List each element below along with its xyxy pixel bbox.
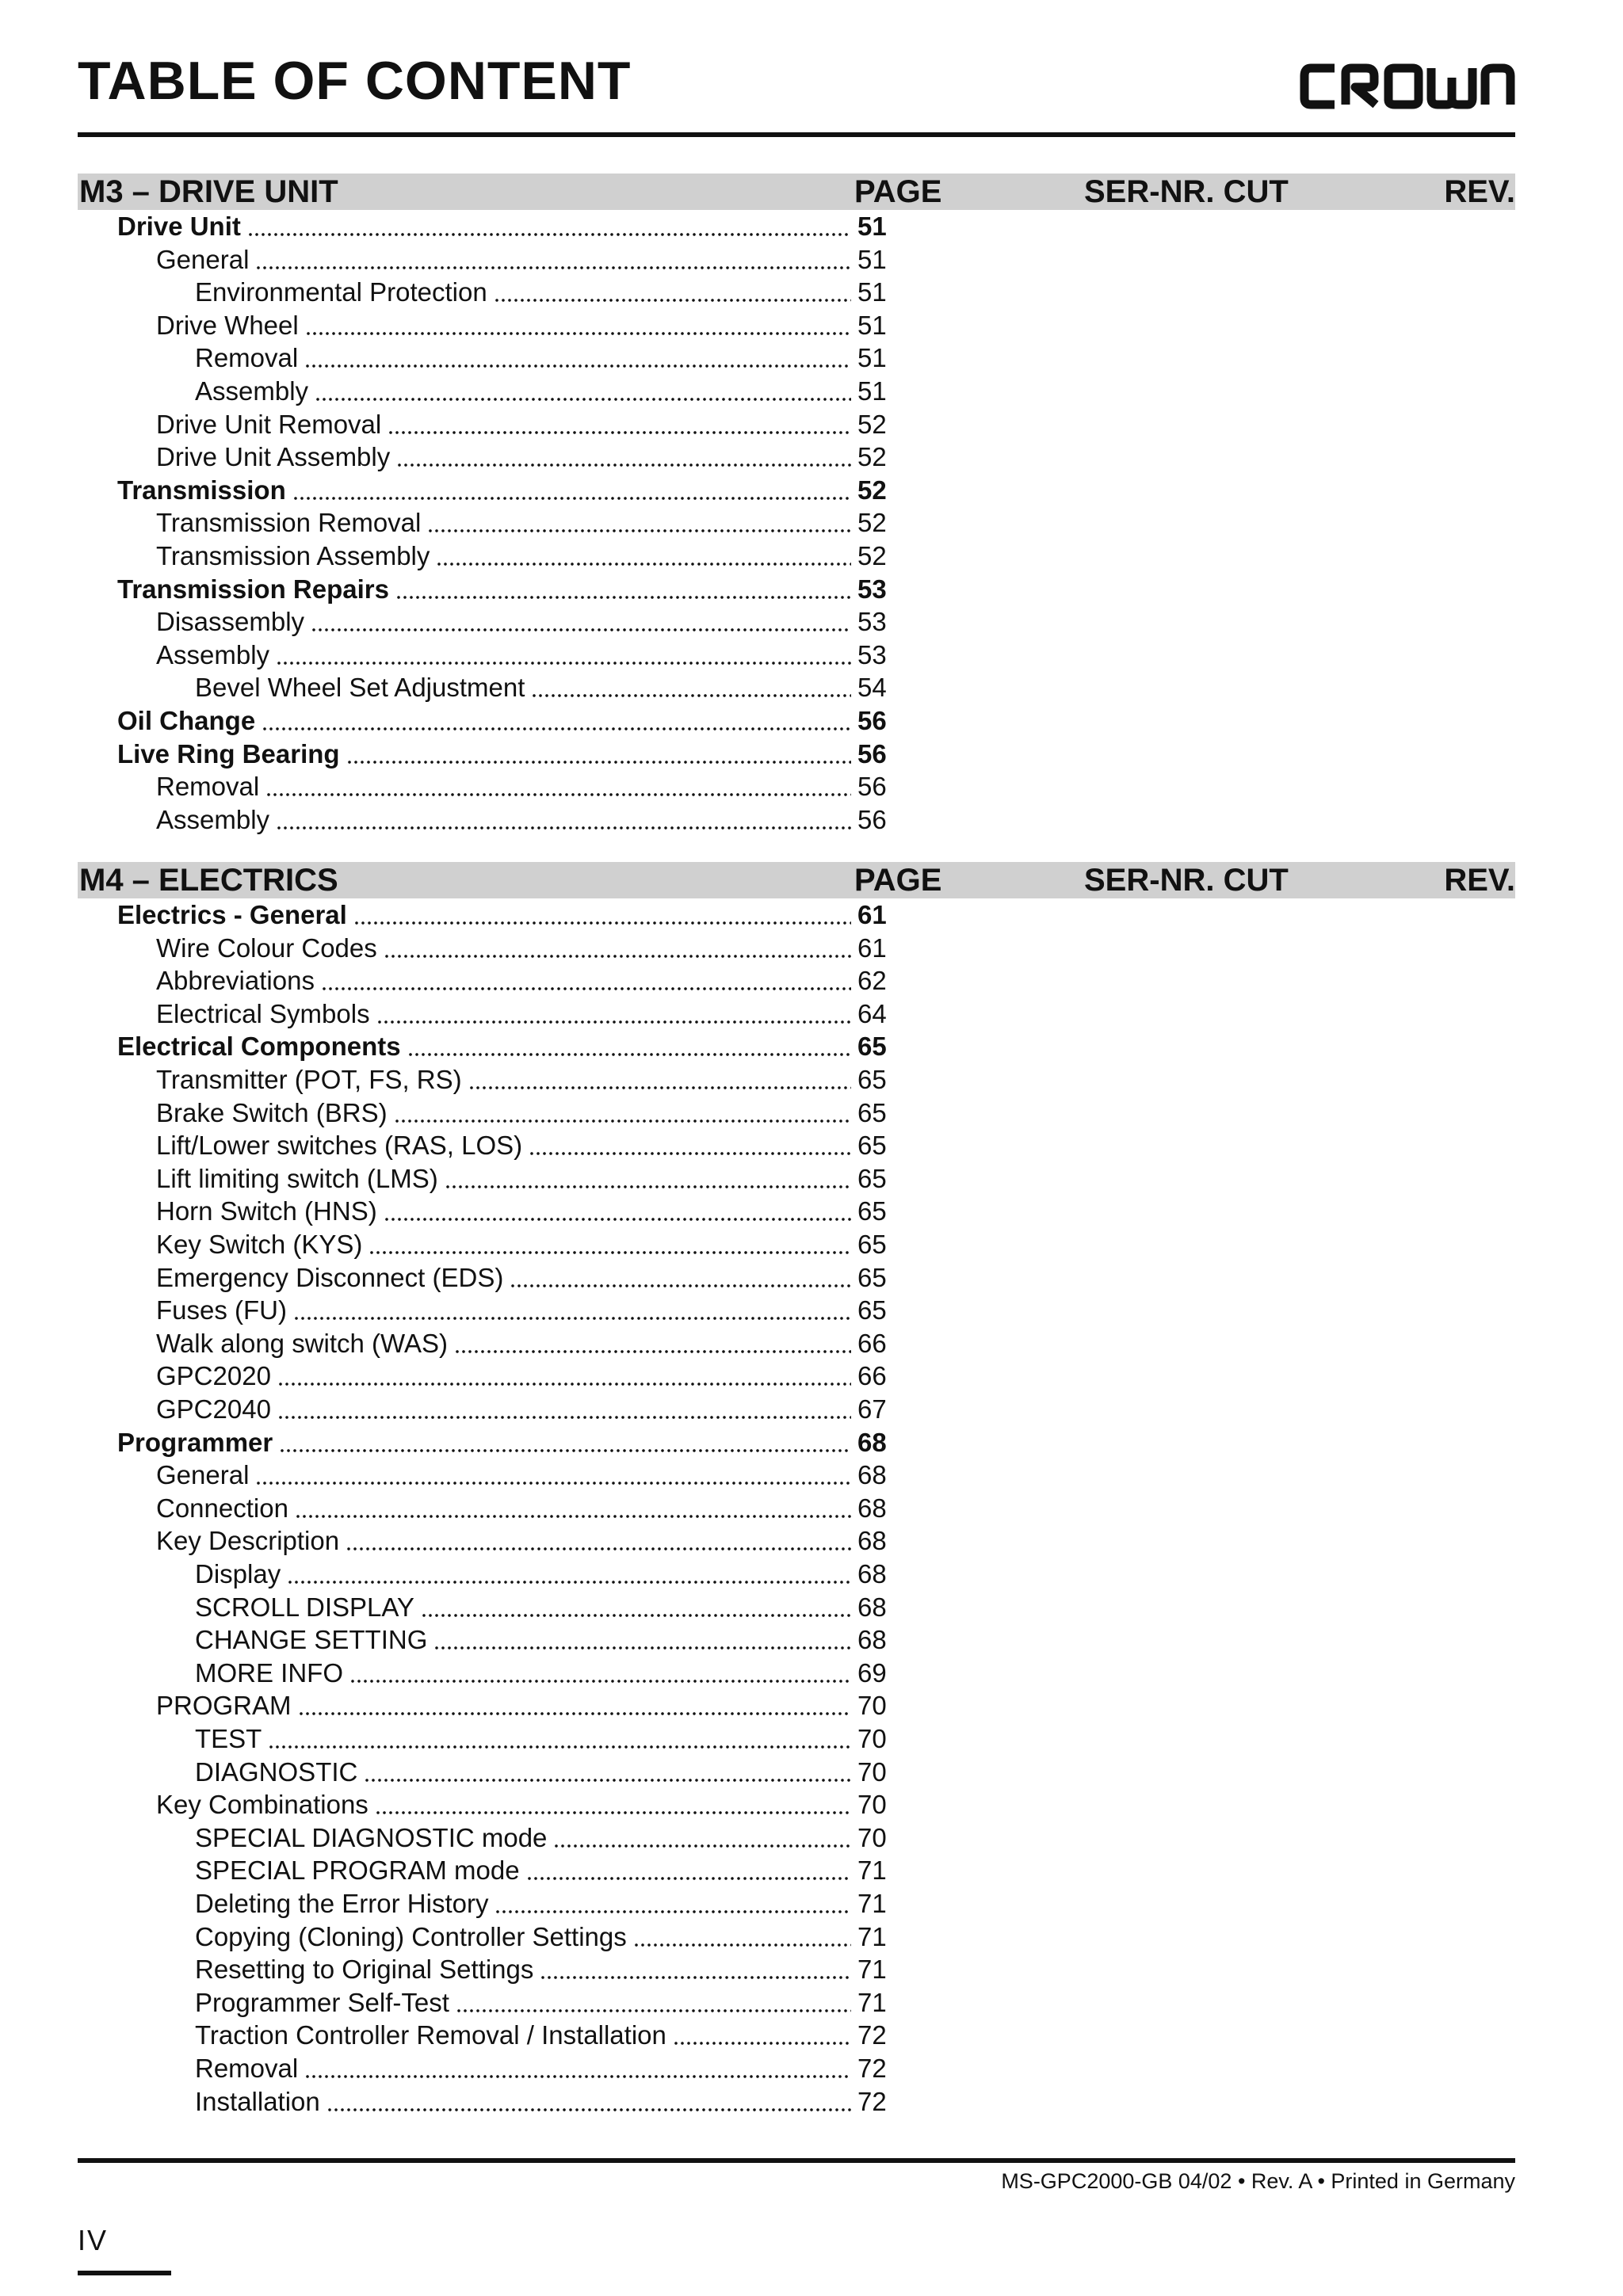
toc-entry-title: Assembly <box>156 639 270 669</box>
toc-entry <box>156 1524 886 1557</box>
toc-entry-title: Oil Change <box>117 706 256 735</box>
toc-entry-title: Brake Switch (BRS) <box>156 1097 388 1127</box>
toc-entry-page: 65 <box>857 1262 887 1292</box>
dot-leader <box>396 463 851 467</box>
toc-entry-page: 68 <box>857 1526 887 1556</box>
toc-entry-page: 51 <box>857 277 887 307</box>
dot-leader <box>510 1284 851 1287</box>
toc-entry-page: 65 <box>857 1230 887 1259</box>
toc-entry <box>117 898 886 931</box>
toc-entry <box>156 506 886 539</box>
toc-entry-title: Disassembly <box>156 607 305 637</box>
toc-entry-title: Programmer Self-Test <box>195 1987 449 2017</box>
toc-entry-page: 71 <box>857 1987 887 2017</box>
toc-entry-page: 67 <box>857 1394 887 1424</box>
toc-entry-title: SPECIAL PROGRAM mode <box>195 1855 520 1886</box>
toc-entry-page: 65 <box>857 1097 887 1127</box>
toc-entry-page: 71 <box>857 1889 887 1918</box>
toc-entry-title: DIAGNOSTIC <box>195 1756 358 1787</box>
dot-leader <box>287 1581 851 1584</box>
toc-entry-title: Removal <box>195 343 299 373</box>
toc-entry <box>117 210 886 242</box>
toc-entry-page: 68 <box>857 1493 887 1523</box>
toc-entry-page: 65 <box>857 1032 887 1062</box>
toc-entry <box>156 408 886 441</box>
column-page-label: PAGE <box>854 863 942 898</box>
dot-leader <box>277 1383 851 1386</box>
toc-entry <box>195 671 886 704</box>
toc-entry-page: 54 <box>857 673 887 703</box>
dot-leader <box>395 596 851 599</box>
toc-entry-page: 61 <box>857 933 887 963</box>
toc-entry-page: 64 <box>857 998 887 1028</box>
toc-entry-page: 56 <box>857 706 887 735</box>
toc-entry-title: GPC2020 <box>156 1361 271 1391</box>
toc-entry-title: Drive Unit Assembly <box>156 442 391 472</box>
toc-entry-page: 72 <box>857 2054 887 2083</box>
toc-entry-title: Transmission <box>117 475 286 505</box>
toc-entry <box>117 474 886 506</box>
toc-entry-title: Assembly <box>156 804 270 834</box>
toc-entry <box>156 1393 886 1425</box>
footer-doc-info: MS-GPC2000-GB 04/02 • Rev. A • Printed in Germany <box>1001 2169 1515 2193</box>
column-ser-label: SER-NR. CUT <box>1084 174 1289 209</box>
crown-logo <box>1300 62 1515 111</box>
toc-entry-title: Lift/Lower switches (RAS, LOS) <box>156 1131 523 1161</box>
toc-entry-title: Removal <box>195 2054 299 2083</box>
dot-leader <box>553 1844 851 1848</box>
toc-entry-page: 53 <box>857 574 887 604</box>
toc-entry-title: Drive Wheel <box>156 310 299 340</box>
toc-entry <box>195 2052 886 2084</box>
toc-entry-title: General <box>156 1460 250 1490</box>
toc-entry <box>156 540 886 572</box>
toc-entry <box>195 1953 886 1985</box>
dot-leader <box>277 1416 851 1419</box>
toc-entry <box>156 1327 886 1360</box>
toc-entry-title: Transmission Removal <box>156 508 422 538</box>
toc-entry <box>117 1030 886 1062</box>
dot-leader <box>633 1943 851 1947</box>
toc-entry-page: 56 <box>857 738 887 769</box>
toc-entry <box>195 1623 886 1656</box>
toc-entry-page: 56 <box>857 804 887 834</box>
toc-entry-title: CHANGE SETTING <box>195 1625 428 1655</box>
toc-entry <box>156 1294 886 1326</box>
toc-entry-title: Walk along switch (WAS) <box>156 1328 448 1358</box>
toc-entry-title: Drive Unit <box>117 212 241 241</box>
toc-entry-title: MORE INFO <box>195 1657 343 1688</box>
toc-entry-page: 65 <box>857 1295 887 1325</box>
toc-entry-page: 72 <box>857 2020 887 2050</box>
toc-entry-page: 65 <box>857 1196 887 1226</box>
dot-leader <box>295 1515 851 1518</box>
toc-entry-page: 68 <box>857 1460 887 1490</box>
toc-entry <box>195 1887 886 1920</box>
toc-entry-page: 53 <box>857 607 887 637</box>
toc-entry-title: Transmitter (POT, FS, RS) <box>156 1065 462 1094</box>
dot-leader <box>255 1482 851 1485</box>
toc-entry <box>156 243 886 276</box>
toc-entry <box>156 1097 886 1129</box>
dot-leader <box>376 1020 851 1024</box>
toc-entry <box>156 1228 886 1261</box>
toc-entry-page: 68 <box>857 1625 887 1655</box>
toc-entry-page: 52 <box>857 541 887 570</box>
toc-entry-title: Key Description <box>156 1526 340 1556</box>
toc-entry-page: 52 <box>857 508 887 538</box>
dot-leader <box>364 1779 851 1782</box>
dot-leader <box>321 987 851 990</box>
toc-entry <box>156 964 886 997</box>
toc-entry-page: 52 <box>857 442 887 472</box>
dot-leader <box>421 1614 851 1617</box>
toc-entry-title: Transmission Assembly <box>156 541 430 570</box>
toc-entry-page: 68 <box>857 1592 887 1622</box>
toc-entry-title: TEST <box>195 1724 262 1753</box>
toc-entry <box>195 1756 886 1788</box>
footer-rule <box>78 2158 1515 2163</box>
dot-leader <box>531 694 851 697</box>
toc-entry-title: Bevel Wheel Set Adjustment <box>195 673 525 703</box>
toc-entry-page: 69 <box>857 1657 887 1688</box>
dot-leader <box>304 2075 851 2078</box>
toc-entry-title: Electrical Components <box>117 1032 401 1062</box>
section-header-m3 <box>78 174 1515 210</box>
dot-leader <box>315 398 851 401</box>
toc-entry <box>156 441 886 473</box>
toc-entry-title: Electrics - General <box>117 900 347 929</box>
toc-entry-page: 70 <box>857 1724 887 1753</box>
toc-entry-page: 51 <box>857 343 887 373</box>
dot-leader <box>540 1976 851 1979</box>
dot-leader <box>327 2108 851 2111</box>
dot-leader <box>349 1680 851 1683</box>
dot-leader <box>262 727 851 730</box>
toc-entry-page: 52 <box>857 409 887 439</box>
dot-leader <box>427 529 851 532</box>
toc-entry <box>195 341 886 374</box>
column-rev-label: REV. <box>1444 863 1515 898</box>
toc-entry-page: 51 <box>857 376 887 406</box>
toc-entry-page: 51 <box>857 310 887 340</box>
toc-entry <box>195 276 886 308</box>
toc-entry <box>156 932 886 964</box>
dot-leader <box>292 497 851 500</box>
dot-leader <box>436 563 851 566</box>
toc-entry-page: 71 <box>857 1921 887 1951</box>
toc-entry-title: Lift limiting switch (LMS) <box>156 1163 438 1193</box>
toc-entry <box>156 1788 886 1821</box>
dot-leader <box>433 1646 851 1650</box>
dot-leader <box>384 955 851 958</box>
toc-entry-page: 68 <box>857 1559 887 1589</box>
toc-entry-title: Resetting to Original Settings <box>195 1955 534 1985</box>
toc-entry-page: 56 <box>857 772 887 802</box>
toc-entry <box>195 1920 886 1953</box>
toc-entry <box>195 1722 886 1755</box>
toc-entry-page: 66 <box>857 1361 887 1391</box>
toc-entry <box>195 1558 886 1590</box>
toc-entry-title: Removal <box>156 772 260 802</box>
dot-leader <box>454 1350 851 1353</box>
toc-entry <box>156 605 886 638</box>
toc-entry-page: 61 <box>857 900 887 929</box>
toc-entry <box>195 1591 886 1623</box>
toc-entry-title: Copying (Cloning) Controller Settings <box>195 1921 627 1951</box>
toc-entry-title: GPC2040 <box>156 1394 271 1424</box>
toc-entry <box>117 738 886 770</box>
column-page-label: PAGE <box>854 174 942 209</box>
toc-entry-page: 65 <box>857 1163 887 1193</box>
toc-entry-title: Horn Switch (HNS) <box>156 1196 377 1226</box>
toc-entry-page: 70 <box>857 1756 887 1787</box>
dot-leader <box>255 266 851 269</box>
toc-entry-page: 70 <box>857 1691 887 1721</box>
dot-leader <box>305 332 851 335</box>
dot-leader <box>276 826 851 830</box>
dot-leader <box>353 921 851 925</box>
toc-entry <box>156 309 886 341</box>
toc-entry-title: Assembly <box>195 376 309 406</box>
dot-leader <box>247 233 851 236</box>
toc-entry <box>195 2085 886 2118</box>
dot-leader <box>375 1811 851 1814</box>
toc-entry-page: 71 <box>857 1955 887 1985</box>
column-ser-label: SER-NR. CUT <box>1084 863 1289 898</box>
page-number: IV <box>78 2224 109 2256</box>
toc-entry-page: 65 <box>857 1065 887 1094</box>
dot-leader <box>279 1449 851 1452</box>
toc-entry <box>195 1821 886 1854</box>
toc-entry-page: 71 <box>857 1855 887 1886</box>
dot-leader <box>529 1152 851 1155</box>
dot-leader <box>265 793 851 796</box>
dot-leader <box>384 1218 851 1221</box>
dot-leader <box>468 1086 851 1089</box>
toc-entry-page: 51 <box>857 212 887 241</box>
dot-leader <box>311 628 851 631</box>
dot-leader <box>298 1712 851 1715</box>
toc-entry-title: Connection <box>156 1493 288 1523</box>
dot-leader <box>304 364 851 368</box>
section-title: M3 – DRIVE UNIT <box>79 174 338 209</box>
toc-entry-page: 66 <box>857 1328 887 1358</box>
toc-entry-title: Deleting the Error History <box>195 1889 489 1918</box>
toc-entry-title: Drive Unit Removal <box>156 409 382 439</box>
toc-entry-title: Live Ring Bearing <box>117 738 340 769</box>
toc-entry-title: Installation <box>195 2086 320 2116</box>
toc-entry-page: 62 <box>857 966 887 996</box>
toc-entry-page: 70 <box>857 1790 887 1820</box>
dot-leader <box>445 1185 851 1188</box>
toc-entry <box>117 704 886 737</box>
toc-entry <box>156 639 886 671</box>
header-rule <box>78 132 1515 137</box>
toc-entry-title: Programmer <box>117 1427 273 1457</box>
toc-entry <box>195 1657 886 1689</box>
toc-entry-title: SCROLL DISPLAY <box>195 1592 414 1622</box>
toc-entry <box>195 2019 886 2051</box>
toc-entry-title: Display <box>195 1559 281 1589</box>
toc-entry <box>195 1854 886 1886</box>
toc-entry <box>156 1261 886 1294</box>
toc-entry-page: 72 <box>857 2086 887 2116</box>
toc-entry <box>156 770 886 803</box>
toc-entry <box>156 1195 886 1227</box>
toc-entry-page: 68 <box>857 1427 887 1457</box>
toc-entry <box>156 1063 886 1096</box>
toc-entry <box>156 1459 886 1491</box>
toc-entry-title: Electrical Symbols <box>156 998 370 1028</box>
toc-entry <box>156 1129 886 1161</box>
toc-entry-title: Transmission Repairs <box>117 574 389 604</box>
toc-entry-page: 65 <box>857 1131 887 1161</box>
toc-entry-title: Key Switch (KYS) <box>156 1230 363 1259</box>
dot-leader <box>293 1317 851 1320</box>
toc-entry-page: 51 <box>857 244 887 274</box>
toc-entry <box>117 573 886 605</box>
toc-entry-page: 52 <box>857 475 887 505</box>
dot-leader <box>346 761 851 764</box>
toc-entry-title: Environmental Protection <box>195 277 487 307</box>
dot-leader <box>369 1251 851 1254</box>
section-header-m4 <box>78 862 1515 898</box>
dot-leader <box>276 662 851 665</box>
toc-entry <box>195 1986 886 2019</box>
dot-leader <box>388 431 851 434</box>
toc-entry <box>156 1360 886 1392</box>
toc-entry <box>156 1492 886 1524</box>
dot-leader <box>346 1547 851 1550</box>
toc-entry-page: 70 <box>857 1822 887 1852</box>
toc-entry-title: Traction Controller Removal / Installation <box>195 2020 666 2050</box>
dot-leader <box>495 1910 851 1913</box>
toc-entry-title: Fuses (FU) <box>156 1295 287 1325</box>
dot-leader <box>673 2042 851 2045</box>
dot-leader <box>494 299 851 302</box>
toc-entry <box>156 1689 886 1722</box>
toc-entry <box>156 1162 886 1195</box>
page-number-rule <box>78 2271 171 2275</box>
toc-entry-title: Emergency Disconnect (EDS) <box>156 1262 504 1292</box>
toc-entry-title: Abbreviations <box>156 966 315 996</box>
toc-entry-title: SPECIAL DIAGNOSTIC mode <box>195 1822 548 1852</box>
toc-entry <box>156 803 886 836</box>
section-title: M4 – ELECTRICS <box>79 863 338 898</box>
toc-entry <box>117 1426 886 1459</box>
dot-leader <box>456 2009 851 2012</box>
toc-entry <box>156 997 886 1030</box>
toc-entry-page: 53 <box>857 639 887 669</box>
dot-leader <box>268 1745 851 1749</box>
toc-entry-title: General <box>156 244 250 274</box>
dot-leader <box>407 1053 851 1056</box>
toc-entry <box>195 375 886 407</box>
dot-leader <box>394 1119 851 1123</box>
dot-leader <box>526 1877 851 1880</box>
toc-entry-title: Key Combinations <box>156 1790 369 1820</box>
toc-entry-title: Wire Colour Codes <box>156 933 377 963</box>
page-title: TABLE OF CONTENT <box>78 51 632 111</box>
column-rev-label: REV. <box>1444 174 1515 209</box>
toc-entry-title: PROGRAM <box>156 1691 292 1721</box>
